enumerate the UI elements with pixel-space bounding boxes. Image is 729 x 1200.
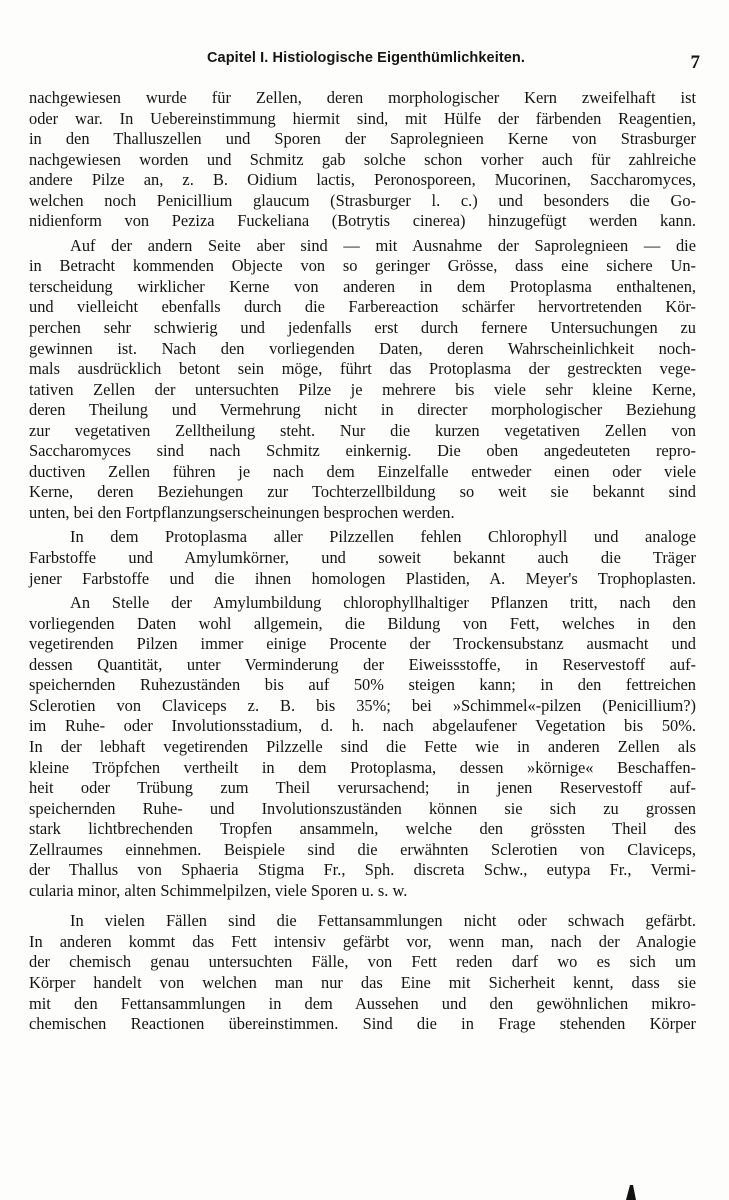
text-line: Auf der andern Seite aber sind — mit Ausnahme der Saprolegnieen — die: [70, 235, 696, 255]
text-line: gewinnen ist. Nach den vorliegenden Daten, deren Wahrscheinlichkeit noch-: [29, 338, 696, 358]
text-line: Sclerotien von Claviceps z. B. bis 35%; bei »Schimmel«-pilzen (Penicillium?): [29, 695, 696, 715]
text-line: dessen Quantität, unter Verminderung der Eiweissstoffe, in Reservestoff auf-: [29, 654, 696, 674]
text-line: speichernden Ruhezuständen bis auf 50% steigen kann; in den fettreichen: [29, 675, 696, 695]
text-line: in den Thalluszellen und Sporen der Saprolegnieen Kerne von Strasburger: [29, 129, 696, 149]
text-line: im Ruhe- oder Involutionsstadium, d. h. nach abgelaufener Vegetation bis 50%.: [29, 716, 696, 736]
text-line: Kerne, deren Beziehungen zur Tochterzellbildung so weit sie bekannt sind: [29, 482, 696, 502]
text-line: tativen Zellen der untersuchten Pilze je mehrere bis viele sehr kleine Kerne,: [29, 379, 696, 399]
text-line: nachgewiesen wurde für Zellen, deren morphologischer Kern zweifelhaft ist: [29, 88, 696, 107]
text-line: cularia minor, alten Schimmelpilzen, viele Sporen u. s. w.: [29, 880, 408, 900]
running-head: [30, 50, 702, 72]
text-line: speichernden Ruhe- und Involutionszuständen können sie sich zu grossen: [29, 798, 696, 818]
paragraph-2: [29, 236, 696, 524]
running-title: Capitel I. Histiologische Eigenthümlichkeiten.: [206, 50, 525, 66]
text-line: der Thallus von Sphaeria Stigma Fr., Sph. discreta Schw., eutypa Fr., Vermi-: [29, 860, 696, 880]
text-line: Saccharomyces sind nach Schmitz einkernig. Die oben angedeuteten repro-: [29, 441, 696, 461]
scan-artifact-mark: [626, 1185, 636, 1200]
text-line: welchen noch Penicillium glaucum (Strasburger l. c.) und besonders die Go-: [29, 190, 696, 210]
text-line: deren Theilung und Vermehrung nicht in directer morphologischer Beziehung: [29, 400, 696, 420]
text-line: jener Farbstoffe und die ihnen homologen Plastiden, A. Meyer's Trophoplasten.: [29, 568, 696, 588]
paragraph-4: [29, 593, 696, 901]
text-line: vegetirenden Pilzen immer einige Procente der Trockensubstanz ausmacht und: [29, 634, 696, 654]
text-line: ductiven Zellen führen je nach dem Einzelfalle entweder einen oder viele: [29, 461, 696, 481]
text-line: und vielleicht ebenfalls durch die Farbereaction schärfer hervortretenden Kör-: [29, 297, 696, 317]
text-line: oder war. In Uebereinstimmung hiermit sind, mit Hülfe der färbenden Reagentien,: [29, 108, 696, 128]
text-line: unten, bei den Fortpflanzungserscheinungen besprochen werden.: [29, 502, 455, 522]
text-line: In der lebhaft vegetirenden Pilzzelle sind die Fette wie in anderen Zellen als: [29, 736, 696, 756]
paragraph-5: [29, 911, 696, 1034]
text-line: In dem Protoplasma aller Pilzzellen fehlen Chlorophyll und analoge: [70, 527, 696, 547]
page-number: 7: [690, 52, 700, 73]
text-line: vorliegenden Daten wohl allgemein, die Bildung von Fett, welches in den: [29, 613, 696, 633]
text-line: chemischen Reactionen übereinstimmen. Sind die in Frage stehenden Körper: [29, 1014, 696, 1034]
text-line: perchen sehr schwierig und jedenfalls erst durch fernere Untersuchungen zu: [29, 318, 696, 338]
text-line: Zellraumes einnehmen. Beispiele sind die erwähnten Sclerotien von Claviceps,: [29, 839, 696, 859]
text-line: mals ausdrücklich betont sein möge, führt das Protoplasma der gestreckten vege-: [29, 359, 696, 379]
text-line: in Betracht kommenden Objecte von so geringer Grösse, dass eine sichere Un-: [29, 256, 696, 276]
paragraph-3: [29, 527, 696, 589]
text-line: der chemisch genau untersuchten Fälle, von Fett reden darf wo es sich um: [29, 952, 696, 972]
text-line: nachgewiesen worden und Schmitz gab solche schon vorher auch für zahlreiche: [29, 149, 696, 169]
text-line: In vielen Fällen sind die Fettansammlungen nicht oder schwach gefärbt.: [70, 911, 696, 931]
text-line: terscheidung wirklicher Kerne von anderen in dem Protoplasma enthaltenen,: [29, 276, 696, 296]
body-text: [29, 88, 696, 1035]
paragraph-1: [29, 88, 696, 232]
text-line: heit oder Trübung zum Theil verursachend; in jenen Reservestoff auf-: [29, 778, 696, 798]
text-line: stark lichtbrechenden Tropfen ansammeln, welche den grössten Theil des: [29, 819, 696, 839]
text-line: mit den Fettansammlungen in dem Aussehen und den gewöhnlichen mikro-: [29, 993, 696, 1013]
text-line: nidienform von Peziza Fuckeliana (Botrytis cinerea) hinzugefügt werden kann.: [29, 211, 696, 231]
text-line: andere Pilze an, z. B. Oidium lactis, Peronosporeen, Mucorinen, Saccharomyces,: [29, 170, 696, 190]
text-line: kleine Tröpfchen vertheilt in dem Protoplasma, dessen »körnige« Beschaffen-: [29, 757, 696, 777]
text-line: An Stelle der Amylumbildung chlorophyllhaltiger Pflanzen tritt, nach den: [70, 593, 696, 613]
text-line: zur vegetativen Zelltheilung steht. Nur die kurzen vegetativen Zellen von: [29, 420, 696, 440]
text-line: In anderen kommt das Fett intensiv gefärbt vor, wenn man, nach der Analogie: [29, 931, 696, 951]
text-line: Körper handelt von welchen man nur das Eine mit Sicherheit kennt, dass sie: [29, 972, 696, 992]
text-line: Farbstoffe und Amylumkörner, und soweit bekannt auch die Träger: [29, 548, 696, 568]
